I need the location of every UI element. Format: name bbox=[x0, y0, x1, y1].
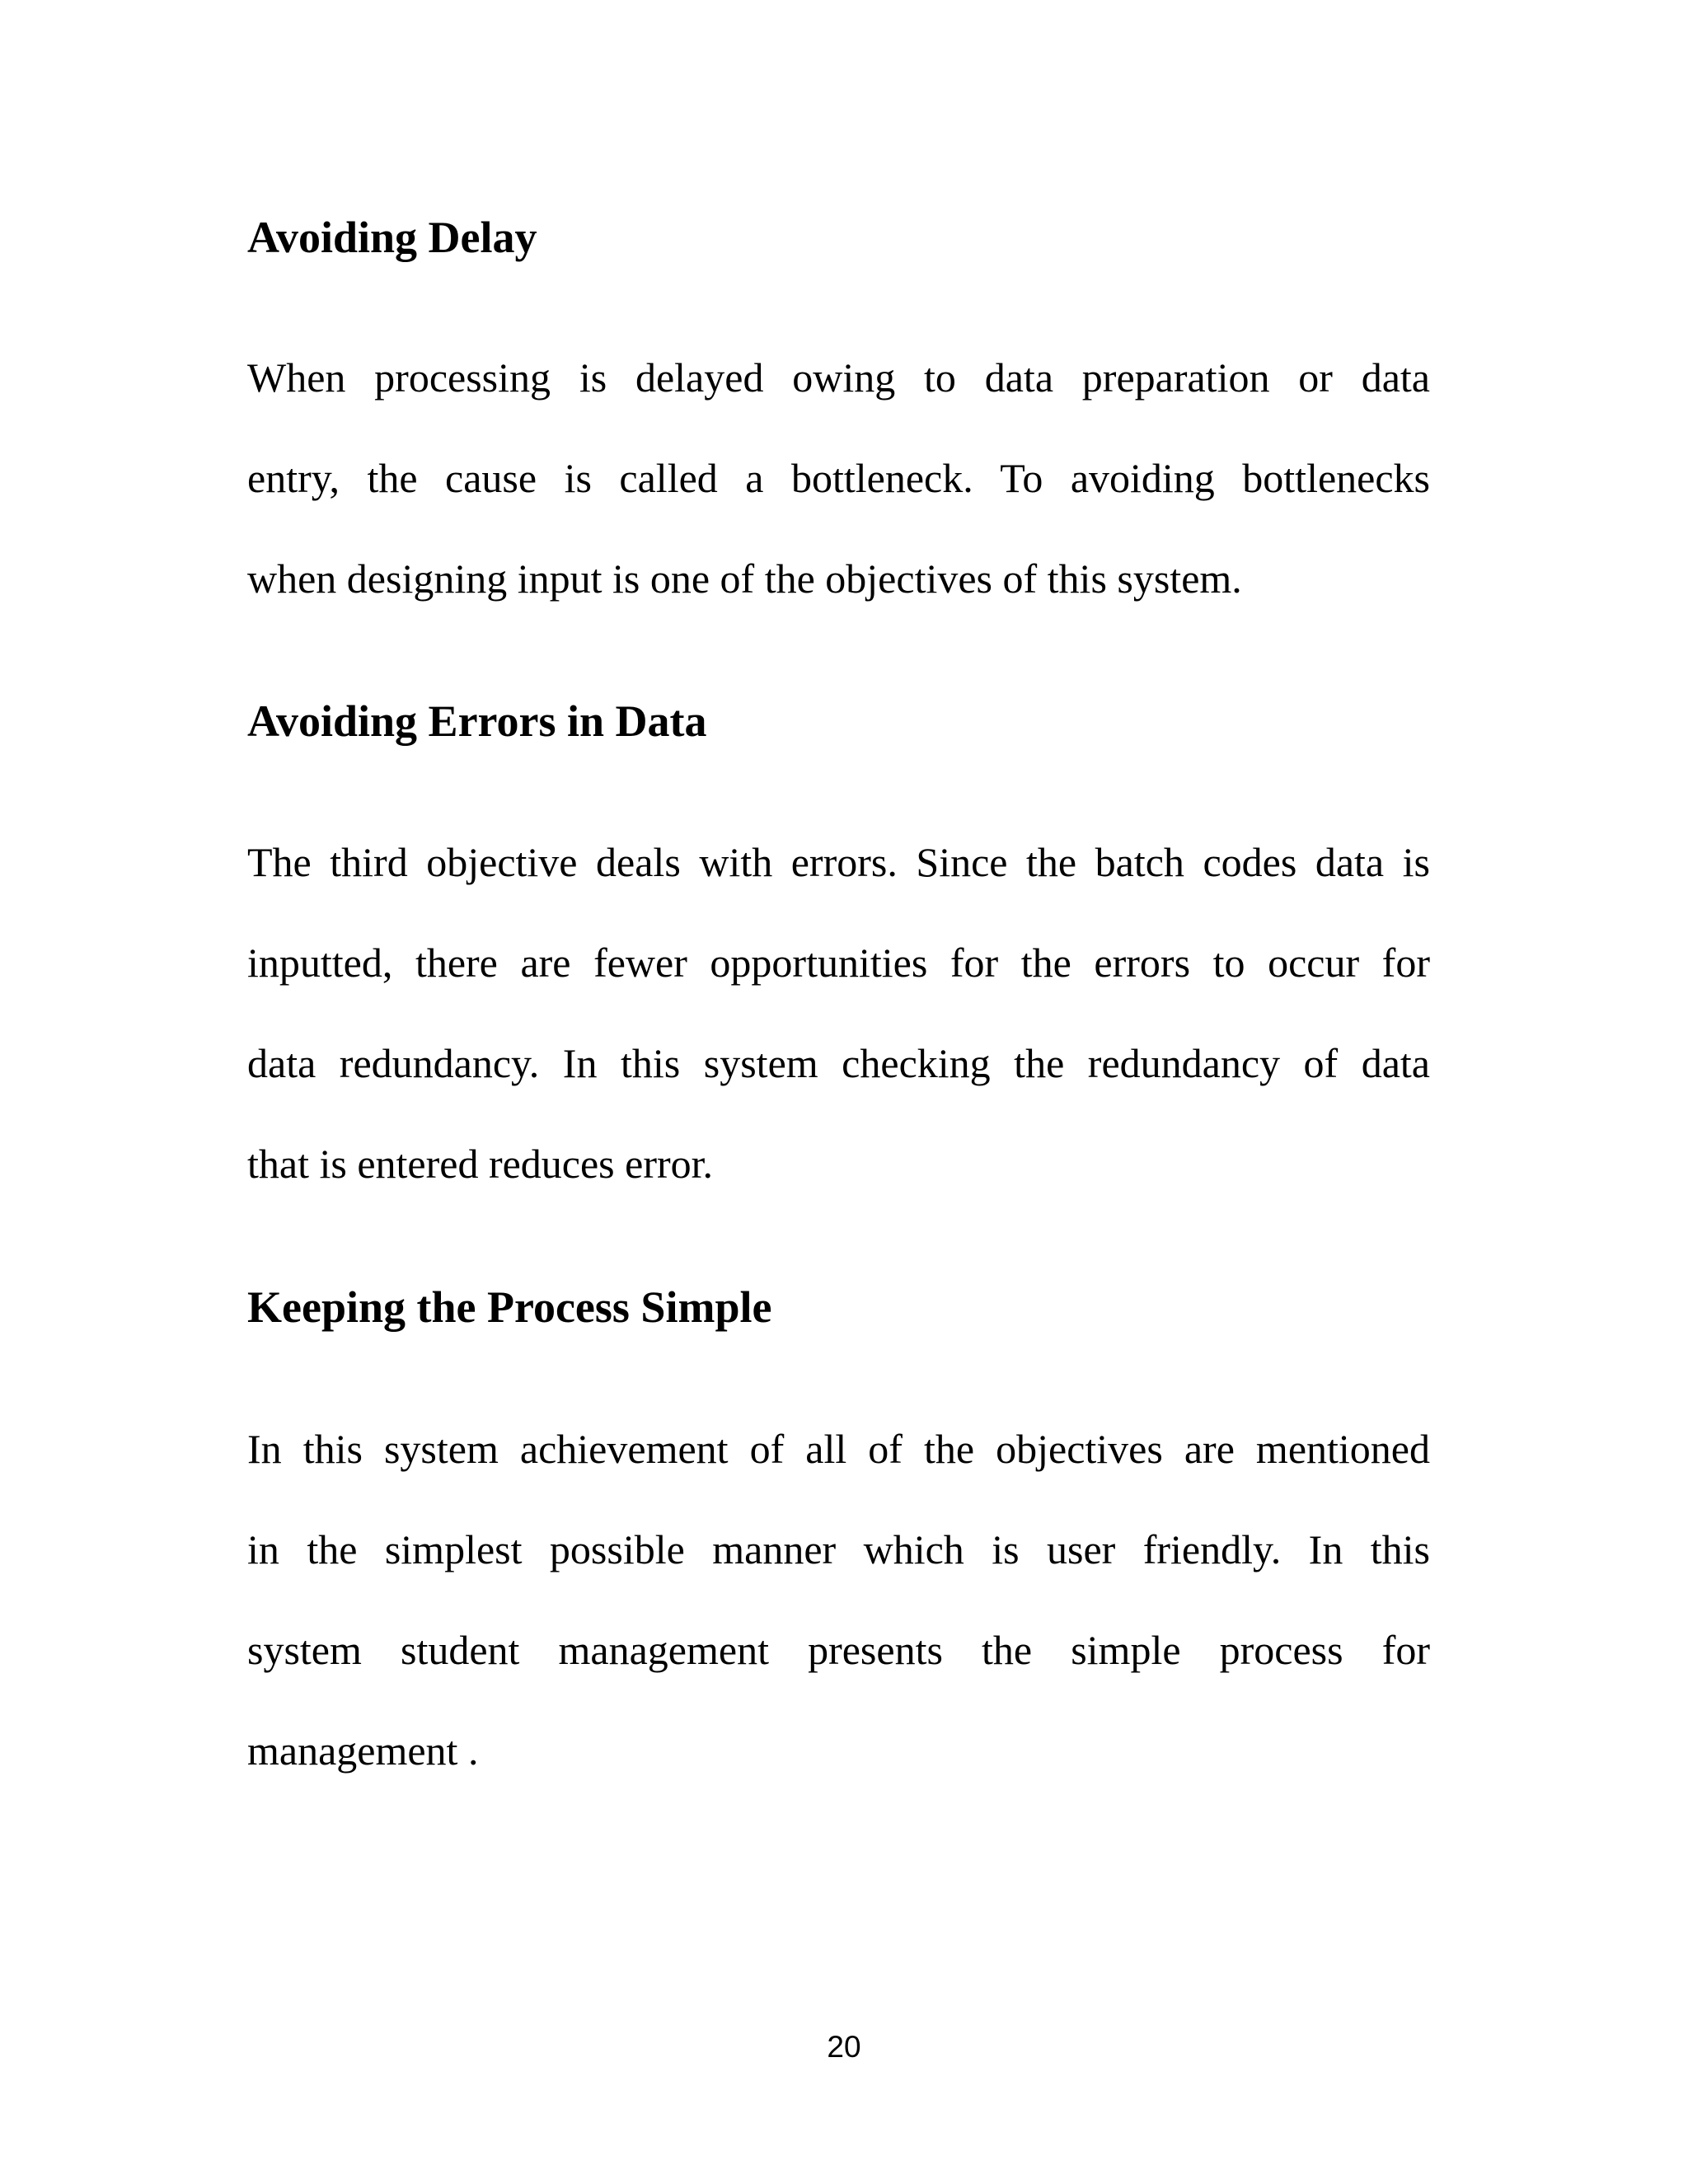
text-line: in the simplest possible manner which is user friendly. In this bbox=[247, 1526, 1430, 1572]
page-number: 20 bbox=[827, 2030, 861, 2064]
text-line: when designing input is one of the objectives of this system. bbox=[247, 555, 1242, 602]
text-line: inputted, there are fewer opportunities for the errors to occur for bbox=[247, 940, 1430, 986]
text-line: that is entered reduces error. bbox=[247, 1141, 714, 1187]
text-line: The third objective deals with errors. Since the batch codes data is bbox=[247, 839, 1430, 885]
text-line: entry, the cause is called a bottleneck. To avoiding bottlenecks bbox=[247, 455, 1430, 501]
text-line: system student management presents the simple process for bbox=[247, 1627, 1430, 1673]
heading-avoiding-errors: Avoiding Errors in Data bbox=[247, 696, 707, 746]
text-line: When processing is delayed owing to data preparation or data bbox=[247, 354, 1430, 401]
text-line: In this system achievement of all of the objectives are mentioned bbox=[247, 1426, 1430, 1472]
heading-keeping-process-simple: Keeping the Process Simple bbox=[247, 1282, 772, 1332]
text-line: management . bbox=[247, 1727, 479, 1774]
text-line: data redundancy. In this system checking the redundancy of data bbox=[247, 1040, 1430, 1086]
heading-avoiding-delay: Avoiding Delay bbox=[247, 213, 537, 262]
